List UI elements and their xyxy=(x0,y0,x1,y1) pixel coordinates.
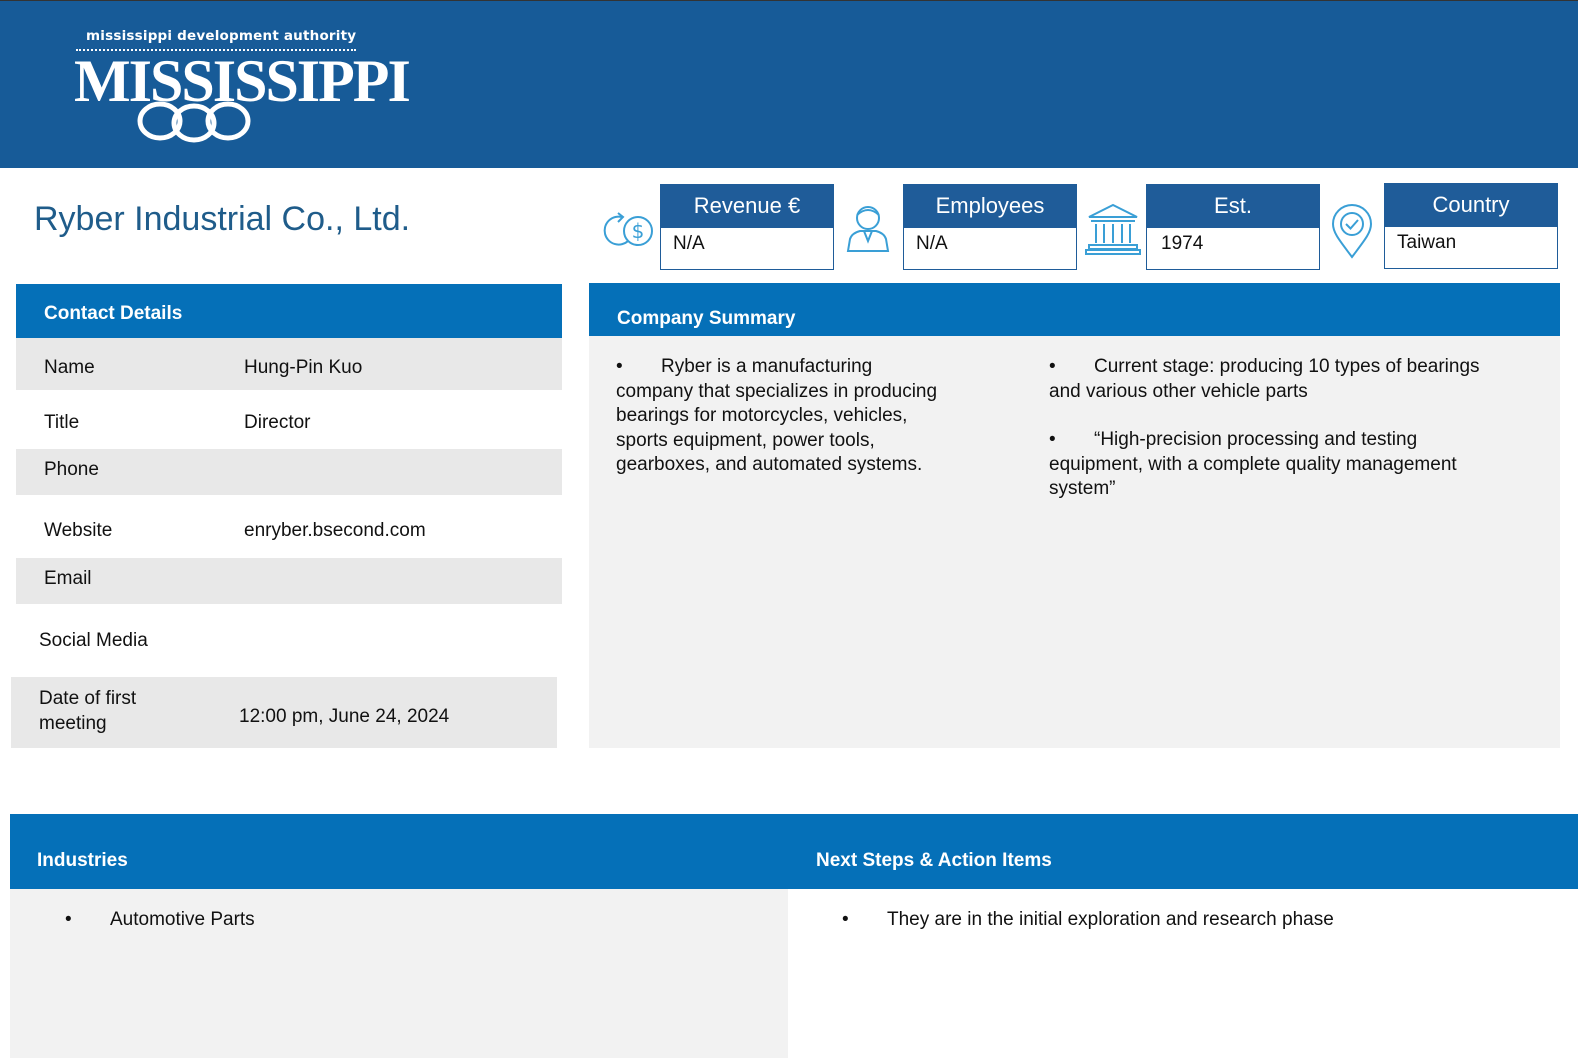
contact-website-link[interactable]: enryber.bsecond.com xyxy=(244,520,426,541)
mda-logo xyxy=(70,25,409,150)
logo-subtitle: mississippi development authority xyxy=(86,28,357,44)
industry-text: Automotive Parts xyxy=(110,909,255,930)
contact-details-table xyxy=(16,338,562,748)
company-summary-body xyxy=(589,336,1560,748)
contact-row-name xyxy=(16,338,562,390)
location-pin-icon xyxy=(1322,201,1382,261)
contact-details-header xyxy=(16,284,562,338)
bullet-mark: • xyxy=(1049,356,1056,377)
bullet-mark: • xyxy=(1049,429,1056,450)
revenue-label: Revenue € xyxy=(661,185,833,228)
revenue-cycle-dollar-icon xyxy=(594,201,654,261)
summary-bullet xyxy=(1049,355,1509,404)
contact-label: Email xyxy=(44,568,92,589)
summary-text: Current stage: producing 10 types of bearings and various other vehicle parts xyxy=(1049,356,1480,402)
employees-stat xyxy=(903,184,1077,270)
contact-row-email xyxy=(16,558,562,604)
industries-title: Industries xyxy=(37,850,128,871)
bottom-section-header xyxy=(10,814,1578,889)
established-value: 1974 xyxy=(1161,233,1204,254)
svg-text:$: $ xyxy=(631,219,645,243)
employees-label: Employees xyxy=(904,185,1076,228)
bullet-mark: • xyxy=(616,356,623,377)
summary-bullet xyxy=(616,355,941,478)
contact-value: Director xyxy=(244,412,311,433)
contact-label: Social Media xyxy=(39,630,148,651)
summary-text: Ryber is a manufacturing company that specializes in producing bearings for motorcycles, vehicles, sports equipment, power tools, gearboxes, and automated systems. xyxy=(616,356,938,475)
bank-building-icon xyxy=(1083,199,1143,259)
established-stat xyxy=(1146,184,1320,270)
contact-label: Phone xyxy=(44,459,99,480)
country-label: Country xyxy=(1385,184,1557,227)
contact-row-first-meeting xyxy=(11,677,557,748)
revenue-value: N/A xyxy=(673,233,705,254)
header-banner xyxy=(0,0,1578,168)
summary-text: “High-precision processing and testing equipment, with a complete quality management system” xyxy=(1049,429,1457,499)
established-label: Est. xyxy=(1147,185,1319,228)
industries-body xyxy=(10,889,788,1058)
bullet-mark: • xyxy=(65,909,72,930)
company-name: Ryber Industrial Co., Ltd. xyxy=(34,200,411,238)
employees-value: N/A xyxy=(916,233,948,254)
next-step-text: They are in the initial exploration and research phase xyxy=(887,909,1334,930)
logo-loops-icon xyxy=(132,87,282,147)
company-summary-header xyxy=(589,283,1560,336)
contact-row-website xyxy=(16,495,562,558)
contact-label: Name xyxy=(44,357,95,378)
person-icon xyxy=(838,199,898,259)
contact-value: Hung-Pin Kuo xyxy=(244,357,363,378)
contact-label: Date of first meeting xyxy=(39,688,137,734)
country-stat xyxy=(1384,183,1558,269)
contact-label: Website xyxy=(44,520,113,541)
contact-value: 12:00 pm, June 24, 2024 xyxy=(239,706,450,727)
summary-bullet xyxy=(1049,428,1494,502)
next-step-item xyxy=(842,908,1334,933)
contact-label: Title xyxy=(44,412,80,433)
bullet-mark: • xyxy=(842,909,849,930)
contact-row-phone xyxy=(16,449,562,495)
contact-row-title xyxy=(16,390,562,449)
contact-row-social-media xyxy=(16,604,562,677)
next-steps-title: Next Steps & Action Items xyxy=(816,850,1052,871)
industry-item xyxy=(65,908,255,933)
revenue-stat xyxy=(660,184,834,270)
country-value: Taiwan xyxy=(1397,232,1457,253)
logo-wordmark: MISSISSIPPI xyxy=(74,48,409,114)
next-steps-body xyxy=(788,889,1578,1058)
company-summary-title: Company Summary xyxy=(617,308,796,329)
contact-details-title: Contact Details xyxy=(44,303,183,324)
